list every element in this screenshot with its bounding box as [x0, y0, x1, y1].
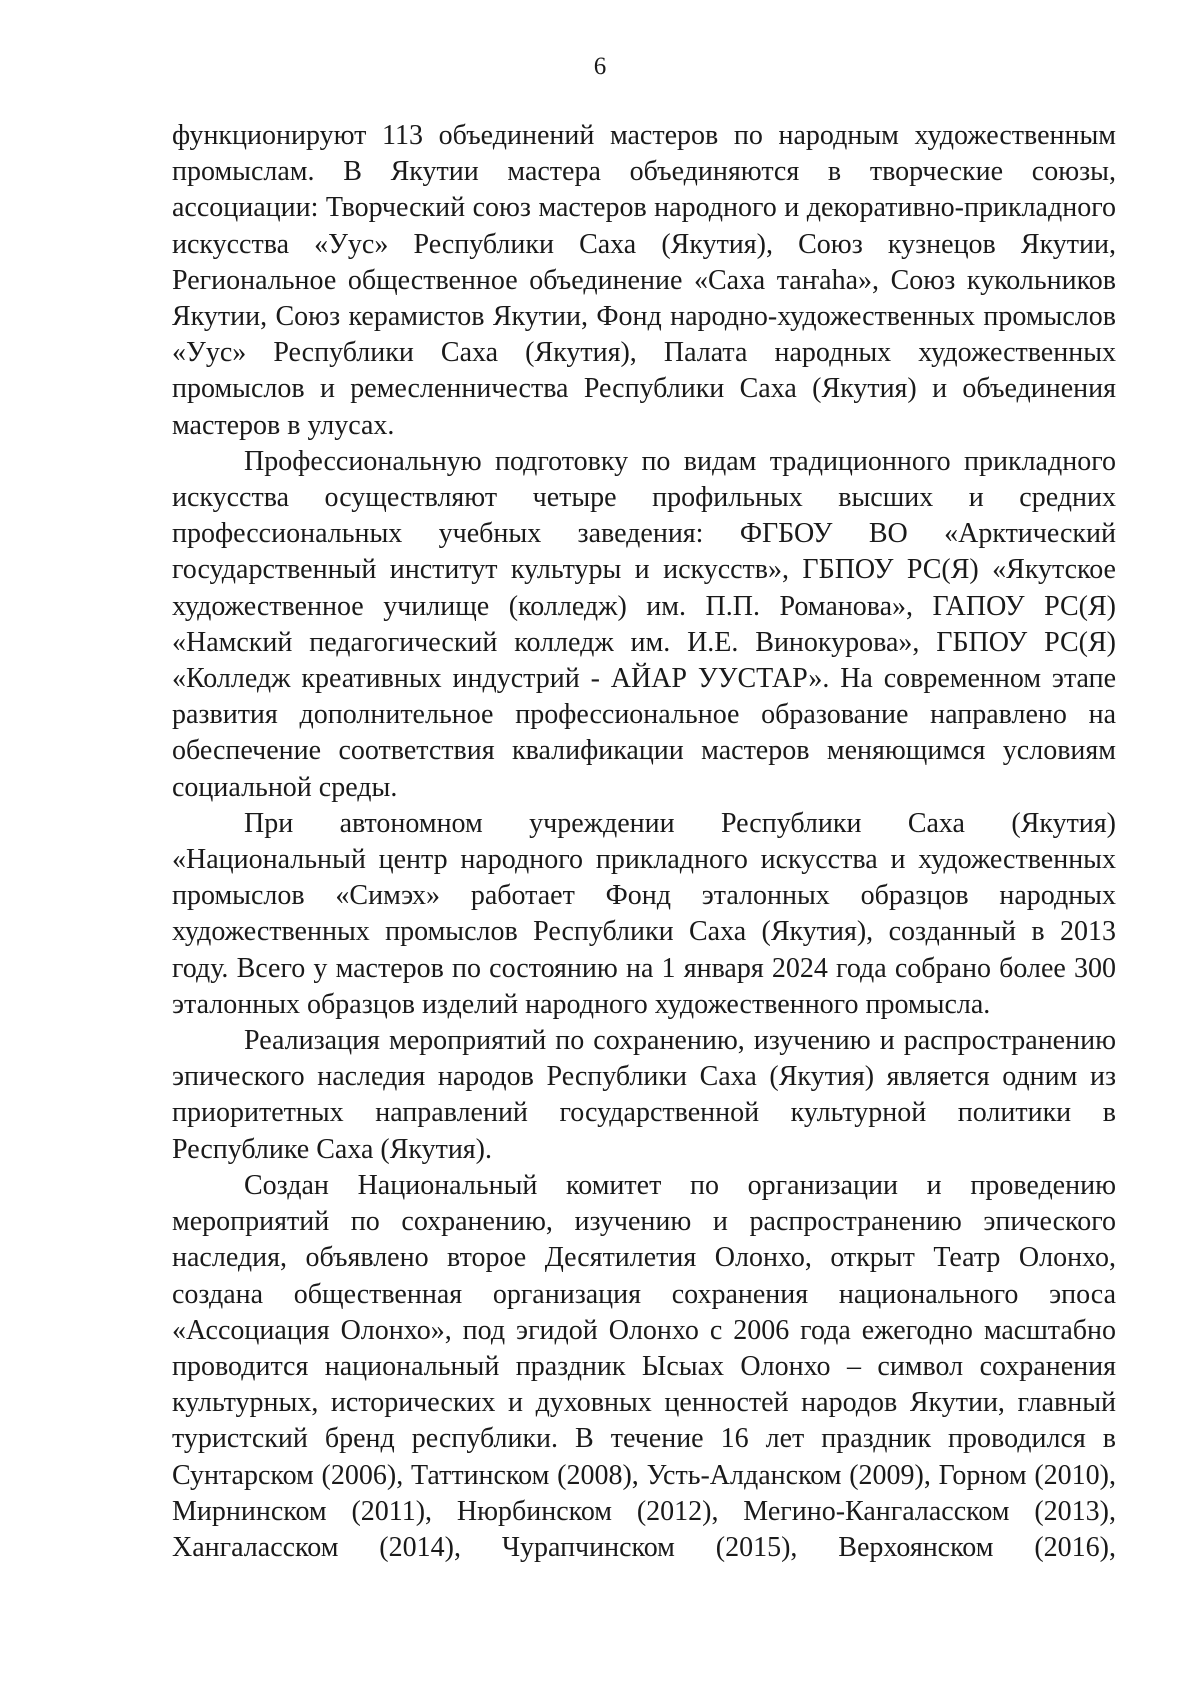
paragraph-professional-training: Профессиональную подготовку по видам традиционного прикладного искусства осуществляют четыре профильных высших и средних профессиональных учебных заведения: ФГБОУ ВО «Арктический государственный институт культуры и искусств», ГБПОУ РС(Я) «Якутское художественное училище (колледж) им. П.П. Романова», ГАПОУ РС(Я) «Намский педагогический колледж им. И.Е. Винокурова», ГБПОУ РС(Я) «Колледж креативных индустрий - АЙАР УУСТАР». На современном этапе развития дополнительное профессиональное образование направлено на обеспечение соответствия квалификации мастеров меняющимся условиям социальной среды. — [172, 445, 1116, 803]
page-number: 6 — [593, 53, 607, 80]
paragraph-olonkho-committee: Создан Национальный комитет по организации и проведению мероприятий по сохранению, изучению и распространению эпического наследия, объявлено второе Десятилетия Олонхо, открыт Театр Олонхо, создана общественная организация сохранения национального эпоса «Ассоциация Олонхо», под эгидой Олонхо с 2006 года ежегодно масштабно проводится национальный праздник Ысыах Олонхо – символ сохранения культурных, исторических и духовных ценностей народов Якутии, главный туристский бренд республики. В течение 16 лет праздник проводился в Сунтарском (2006), Таттинском (2008), Усть-Алданском (2009), Горном (2010), Мирнинском (2011), Нюрбинском (2012), Мегино-Кангаласском (2013), Хангаласском (2014), Чурапчинском (2015), Верхоянском (2016), — [172, 1169, 1116, 1563]
document-body — [172, 118, 1116, 1566]
paragraph-artisan-associations: функционируют 113 объединений мастеров по народным художественным промыслам. В Якутии мастера объединяются в творческие союзы, ассоциации: Творческий союз мастеров народного и декоративно-прикладного искусства «Уус» Республики Саха (Якутия), Союз кузнецов Якутии, Региональное общественное объединение «Саха таҥаһа», Союз кукольников Якутии, Союз керамистов Якутии, Фонд народно-художественных промыслов «Уус» Республики Саха (Якутия), Палата народных художественных промыслов и ремесленничества Республики Саха (Якутия) и объединения мастеров в улусах. — [172, 120, 1116, 441]
paragraph-epic-heritage-policy: Реализация мероприятий по сохранению, изучению и распространению эпического наследия народов Республики Саха (Якутия) является одним из приоритетных направлений государственной культурной политики в Республике Саха (Якутия). — [172, 1025, 1116, 1165]
paragraph-reference-samples-fund: При автономном учреждении Республики Саха (Якутия) «Национальный центр народного прикладного искусства и художественных промыслов «Симэх» работает Фонд эталонных образцов народных художественных промыслов Республики Саха (Якутия), созданный в 2013 году. Всего у мастеров по состоянию на 1 января 2024 года собрано более 300 эталонных образцов изделий народного художественного промысла. — [172, 807, 1116, 1020]
